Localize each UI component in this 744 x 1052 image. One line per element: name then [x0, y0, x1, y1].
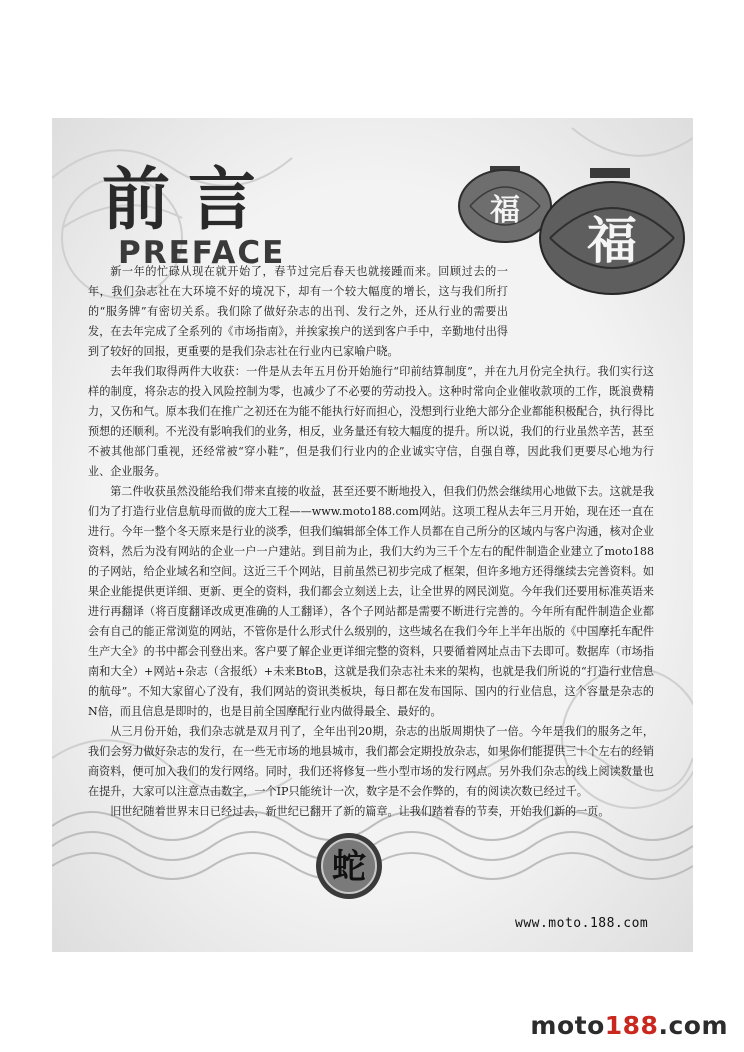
snake-badge-icon [314, 831, 384, 901]
paragraph: 旧世纪随着世界末日已经过去，新世纪已翻开了新的篇章。让我们踏着春的节奏，开始我们新的一页。 [110, 805, 610, 818]
paragraph: 新一年的忙碌从现在就开始了，春节过完后春天也就接踵而来。回顾过去的一年，我们杂志社在大环境不好的境况下，却有一个较大幅度的增长，这与我们所打的“服务牌”有密切关系。我们除了做好杂志的出刊、发行之外，还从行业的需要出发，在去年完成了全系列的《市场指南》，并挨家挨户的送到客户手中，辛勤地付出得到了较好的回报，更重要的是我们杂志社在行业内已家喻户晓。 [88, 265, 508, 358]
paragraph: 从三月份开始，我们杂志就是双月刊了，全年出刊20期，杂志的出版周期快了一倍。今年是我们的服务之年，我们会努力做好杂志的发行，在一些无市场的地县城市，我们都会定期投放杂志，如果你们能提供三十个左右的经销商资料，便可加入我们的发行网络。同时，我们还将修复一些小型市场的发行网点。另外我们杂志的线上阅读数量也在提升，大家可以注意点击数字，一个IP只能统计一次，数字是不会作弊的，有的阅读次数已经过千。 [88, 725, 654, 798]
footer-logo-part1: moto [530, 1011, 605, 1040]
big-lantern-char: 福 [587, 211, 637, 270]
small-lantern-char: 福 [490, 193, 520, 228]
page [52, 118, 693, 952]
article-body [88, 262, 654, 822]
page-subtitle: PREFACE [118, 235, 286, 271]
footer-logo [530, 1011, 728, 1040]
small-lantern-icon [459, 166, 551, 242]
snake-badge-char: 蛇 [332, 847, 366, 887]
paragraph: 去年我们取得两件大收获：一件是从去年五月份开始施行“印前结算制度”，并在九月份完全执行。我们实行这样的制度，将杂志的投入风险控制为零，也减少了不必要的劳动投入。这种时常向企业催收款项的工作，既浪费精力，又伤和气。原本我们在推广之初还在为能不能执行好而担心，没想到行业绝大部分企业都能积极配合，执行得比预想的还顺利。不光没有影响我们的业务，相反，业务量还有较大幅度的提升。所以说，我们的行业虽然辛苦，甚至不被其他部门重视，还经常被“穿小鞋”，但是我们行业内的企业诚实守信，自强自尊，因此我们更要尽心地为行业、企业服务。 [88, 365, 654, 478]
page-url: www.moto.188.com [515, 916, 649, 931]
footer-logo-part2: 188 [604, 1011, 659, 1040]
paragraph: 第二件收获虽然没能给我们带来直接的收益，甚至还要不断地投入，但我们仍然会继续用心地做下去。这就是我们为了打造行业信息航母而做的庞大工程——www.moto188.com网站。这项工程从去年三月开始，现在还一直在进行。今年一整个冬天原来是行业的淡季，但我们编辑部全体工作人员都在自己所分的区域内与客户沟通，核对企业资料，然后为没有网站的企业一户一户建站。到目前为止，我们大约为三千个左右的配件制造企业建立了moto188的子网站，给企业域名和空间。这近三千个网站，目前虽然已初步完成了框架，但许多地方还得继续去完善资料。如果企业能提供更详细、更新、更全的资料，我们都会立刻送上去，让全世界的网民浏览。今年我们还要用标准英语来进行再翻译（将百度翻译改成更准确的人工翻译），各个子网站都是需要不断进行完善的。今年所有配件制造企业都会有自己的能正常浏览的网站，不管你是什么形式什么级别的，这些域名在我们今年上半年出版的《中国摩托车配件生产大全》的书中都会刊登出来。客户要了解企业更详细完整的资料，只要循着网址点击下去即可。数据库（市场指南和大全）+网站+杂志（含报纸）+未来BtoB，这就是我们杂志社未来的架构，也就是我们所说的“打造行业信息的航母”。不知大家留心了没有，我们网站的资讯类板块，每日都在发布国际、国内的行业信息，这个容量是杂志的N倍，而且信息是即时的，也是目前全国摩配行业内做得最全、最好的。 [88, 485, 654, 718]
page-title: 前言 [102, 160, 275, 240]
footer-logo-part3: .com [658, 1011, 728, 1040]
